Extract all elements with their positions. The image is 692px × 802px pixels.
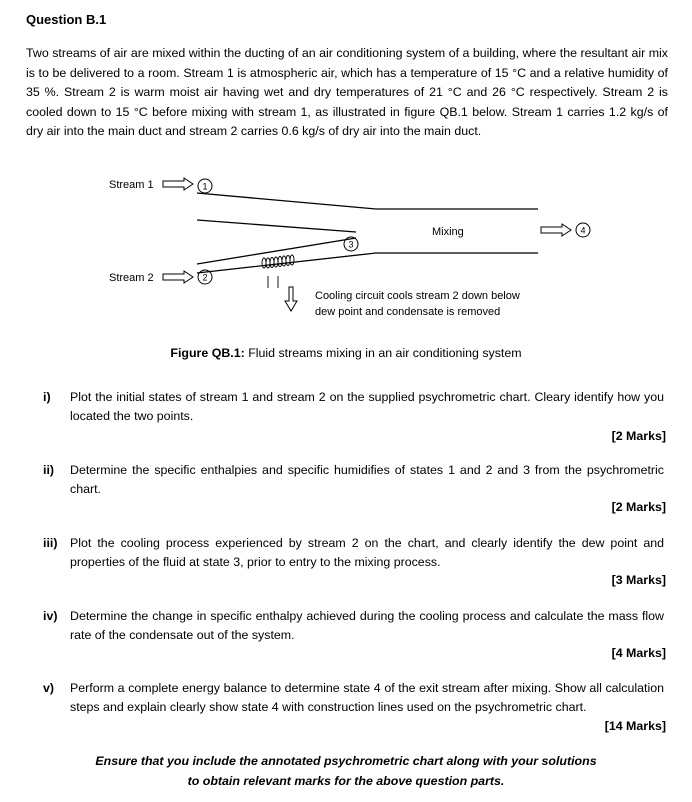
question-iii xyxy=(26,534,668,578)
submission-note xyxy=(0,751,692,791)
question-text: Determine the specific enthalpies and specific humidifies of states 1 and 2 and 3 from the psychrometric chart. xyxy=(70,463,664,496)
question-text: Determine the change in specific enthalpy achieved during the cooling process and calculate the mass flow rate of the condensate out of the system. xyxy=(70,609,664,642)
stream2-label: Stream 2 xyxy=(109,272,154,284)
question-number: iii) xyxy=(43,536,58,550)
stream1-arrow-icon xyxy=(163,178,193,190)
question-number: ii) xyxy=(43,463,55,477)
question-v xyxy=(26,679,668,723)
mixing-label: Mixing xyxy=(432,226,464,238)
question-title: Question B.1 xyxy=(26,12,107,27)
caption-text: Fluid streams mixing in an air conditioning system xyxy=(244,346,522,360)
state2-number: 2 xyxy=(202,272,208,283)
outlet-arrow-icon xyxy=(541,224,571,236)
note-line1: Ensure that you include the annotated psychrometric chart along with your solutions xyxy=(95,754,597,768)
question-iv xyxy=(26,607,668,651)
intro-text: Two streams of air are mixed within the ducting of an air conditioning system of a building, where the resultant air mix is to be delivered to a room. Stream 1 is atmospheric air, which has a temperature of 15 °C and a relative humidity of 35 %. Stream 2 is warm moist air having wet and dry temperatures of 21 °C and 26 °C respectively. Stream 2 is cooled down to 15 °C before mixing with stream 1, as illustrated in figure QB.1 below. Stream 1 carries 1.2 kg/s of dry air into the main duct and stream 2 carries 0.6 kg/s of dry air into the main duct. xyxy=(26,46,668,139)
state4-number: 4 xyxy=(580,225,586,236)
state1-number: 1 xyxy=(202,181,208,192)
figure-caption xyxy=(0,346,692,360)
question-number: i) xyxy=(43,390,51,404)
condensate-arrow-icon xyxy=(285,287,297,311)
question-text: Perform a complete energy balance to determine state 4 of the exit stream after mixing. Show all calculation steps and explain clearly show state 4 with construction lines used on the psychrometric chart. xyxy=(70,681,664,714)
state3-number: 3 xyxy=(348,239,354,250)
cooling-coil-icon xyxy=(262,255,294,288)
question-text: Plot the cooling process experienced by stream 2 on the chart, and clearly identify the dew point and properties of the fluid at state 3, prior to entry to the mixing process. xyxy=(70,536,664,569)
caption-label: Figure QB.1: xyxy=(170,346,245,360)
marks-v: [14 Marks] xyxy=(604,719,666,733)
stream2-arrow-icon xyxy=(163,271,193,283)
note-line2: to obtain relevant marks for the above question parts. xyxy=(187,774,505,788)
question-number: v) xyxy=(43,681,55,695)
question-i xyxy=(26,388,668,432)
figure-qb1 xyxy=(0,160,692,340)
cooling-note-line2: dew point and condensate is removed xyxy=(315,306,501,318)
question-number: iv) xyxy=(43,609,58,623)
intro-paragraph xyxy=(26,44,668,142)
marks-iv: [4 Marks] xyxy=(611,646,666,660)
marks-iii: [3 Marks] xyxy=(611,573,666,587)
stream1-label: Stream 1 xyxy=(109,179,154,191)
question-ii xyxy=(26,461,668,505)
marks-ii: [2 Marks] xyxy=(611,500,666,514)
cooling-note-line1: Cooling circuit cools stream 2 down below xyxy=(315,290,520,302)
marks-i: [2 Marks] xyxy=(611,429,666,443)
question-text: Plot the initial states of stream 1 and stream 2 on the supplied psychrometric chart. Cleary identify how you located the two points. xyxy=(70,390,664,423)
duct-walls xyxy=(197,193,538,273)
